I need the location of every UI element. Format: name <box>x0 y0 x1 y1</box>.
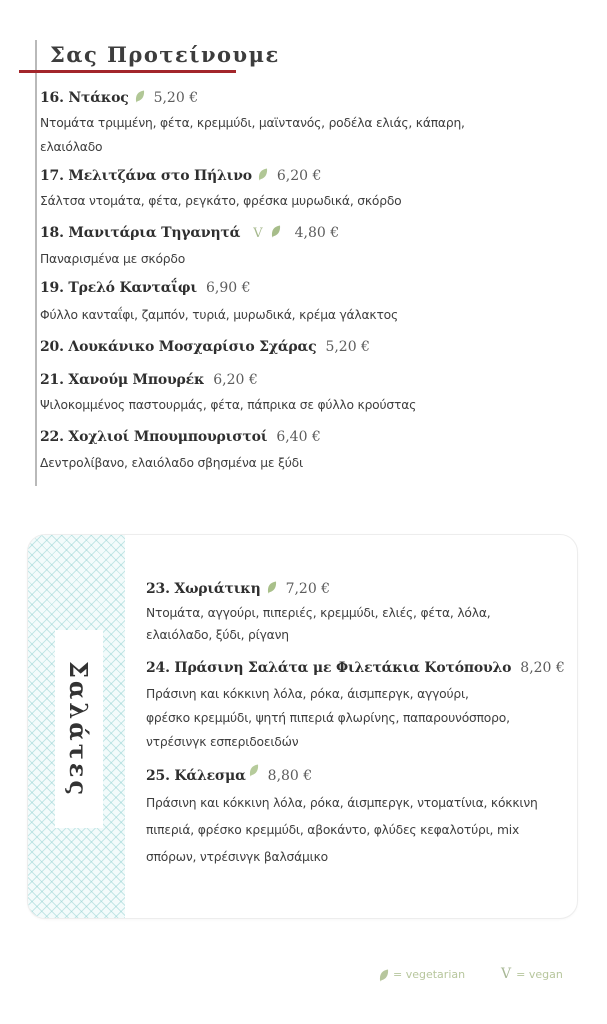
menu-item <box>40 429 580 475</box>
description-line: Ψιλοκομμένος παστουρμάς, φέτα, πάπρικα σε φύλλο κρούστας <box>40 398 417 412</box>
item-description <box>146 682 576 754</box>
menu-item <box>40 372 580 416</box>
menu-item <box>40 224 580 271</box>
item-name: 20. Λουκάνικο Μοσχαρίσιο Σχάρας <box>40 339 317 355</box>
item-name: 18. Μανιτάρια Τηγανητά <box>40 225 241 241</box>
item-name: 25. Κάλεσμα <box>146 768 246 784</box>
description-line: Παναρισμένα με σκόρδο <box>40 252 186 266</box>
legend-vegetarian <box>379 965 465 983</box>
item-description <box>40 111 580 159</box>
section-divider-vertical <box>35 40 37 486</box>
vegan-icon: V <box>253 226 263 241</box>
item-description <box>40 394 580 416</box>
section-title-vertical: Σαλάτες <box>64 660 94 798</box>
description-line: σπόρων, ντρέσινγκ βαλσάμικο <box>146 850 328 864</box>
description-line: Ντομάτα τριμμένη, φέτα, κρεμμύδι, μαϊντανός, ροδέλα ελιάς, κάπαρη, <box>40 116 465 130</box>
item-price: 6,20 € <box>213 372 258 388</box>
legend-vegetarian-label: = vegetarian <box>393 967 466 981</box>
description-line: Πράσινη και κόκκινη λόλα, ρόκα, άισμπεργκ, ντοματίνια, κόκκινη <box>146 796 538 810</box>
leaf-icon <box>267 581 277 594</box>
menu-item <box>40 167 580 213</box>
description-line: πιπεριά, φρέσκο κρεμμύδι, αβοκάντο, φλύδες κεφαλοτύρι, mix <box>146 823 520 837</box>
recommended-section <box>0 0 607 500</box>
item-price: 6,40 € <box>276 429 321 445</box>
title-underline <box>19 70 236 73</box>
vegan-icon: V <box>501 966 512 982</box>
leaf-icon <box>271 225 281 238</box>
leaf-icon <box>135 90 145 103</box>
description-line: ελαιόλαδο, ξύδι, ρίγανη <box>146 628 289 642</box>
item-description <box>40 451 580 475</box>
menu-item <box>40 280 580 326</box>
item-price: 6,20 € <box>276 168 322 184</box>
description-line: Δεντρολίβανο, ελαιόλαδο σβησμένα με ξύδι <box>40 456 303 470</box>
item-name: 19. Τρελό Κανταΐφι <box>40 280 197 296</box>
description-line: Ντομάτα, αγγούρι, πιπεριές, κρεμμύδι, ελιές, φέτα, λόλα, <box>146 606 491 620</box>
description-line: Πράσινη και κόκκινη λόλα, ρόκα, άισμπεργκ, αγγούρι, <box>146 687 469 701</box>
description-line: Φύλλο κανταΐφι, ζαμπόν, τυριά, μυρωδικά, κρέμα γάλακτος <box>40 308 398 322</box>
item-price: 8,20 € <box>520 660 565 676</box>
section-title: Σας Προτείνουμε <box>50 42 280 67</box>
legend-vegan-label: = vegan <box>516 967 563 981</box>
salads-items-list <box>146 580 576 871</box>
section-label-box <box>55 630 103 828</box>
leaf-icon <box>379 969 389 982</box>
item-description <box>146 602 576 646</box>
description-line: ντρέσινγκ εσπεριδοειδών <box>146 735 299 749</box>
menu-item <box>40 89 580 155</box>
item-description <box>40 302 580 328</box>
item-name: 16. Ντάκος <box>40 90 129 106</box>
item-price: 4,80 € <box>294 225 340 241</box>
leaf-icon <box>258 168 268 181</box>
item-price: 8,80 € <box>267 768 313 784</box>
menu-item <box>40 339 580 361</box>
item-name: 23. Χωριάτικη <box>146 581 261 597</box>
description-line: Σάλτσα ντομάτα, φέτα, ρεγκάτο, φρέσκα μυρωδικά, σκόρδο <box>40 194 402 208</box>
item-price: 7,20 € <box>285 581 331 597</box>
recommended-items-list <box>40 89 580 475</box>
item-description <box>146 790 576 871</box>
description-line: ελαιόλαδο <box>40 140 103 154</box>
leaf-icon <box>249 764 259 777</box>
description-line: φρέσκο κρεμμύδι, ψητή πιπεριά φλωρίνης, παπαρουνόσπορο, <box>146 711 510 725</box>
item-name: 24. Πράσινη Σαλάτα με Φιλετάκια Κοτόπουλο <box>146 660 512 676</box>
item-price: 5,20 € <box>153 90 199 106</box>
menu-item <box>146 767 576 871</box>
item-price: 6,90 € <box>205 280 251 296</box>
item-description <box>40 246 580 272</box>
menu-item <box>146 660 576 754</box>
item-name: 17. Μελιτζάνα στο Πήλινο <box>40 168 252 184</box>
item-name: 21. Χανούμ Μπουρέκ <box>40 372 205 388</box>
menu-item <box>146 580 576 647</box>
item-price: 5,20 € <box>325 339 370 355</box>
legend-vegan <box>501 965 563 983</box>
item-description <box>40 189 580 213</box>
item-name: 22. Χοχλιοί Μπουμπουριστοί <box>40 429 268 445</box>
